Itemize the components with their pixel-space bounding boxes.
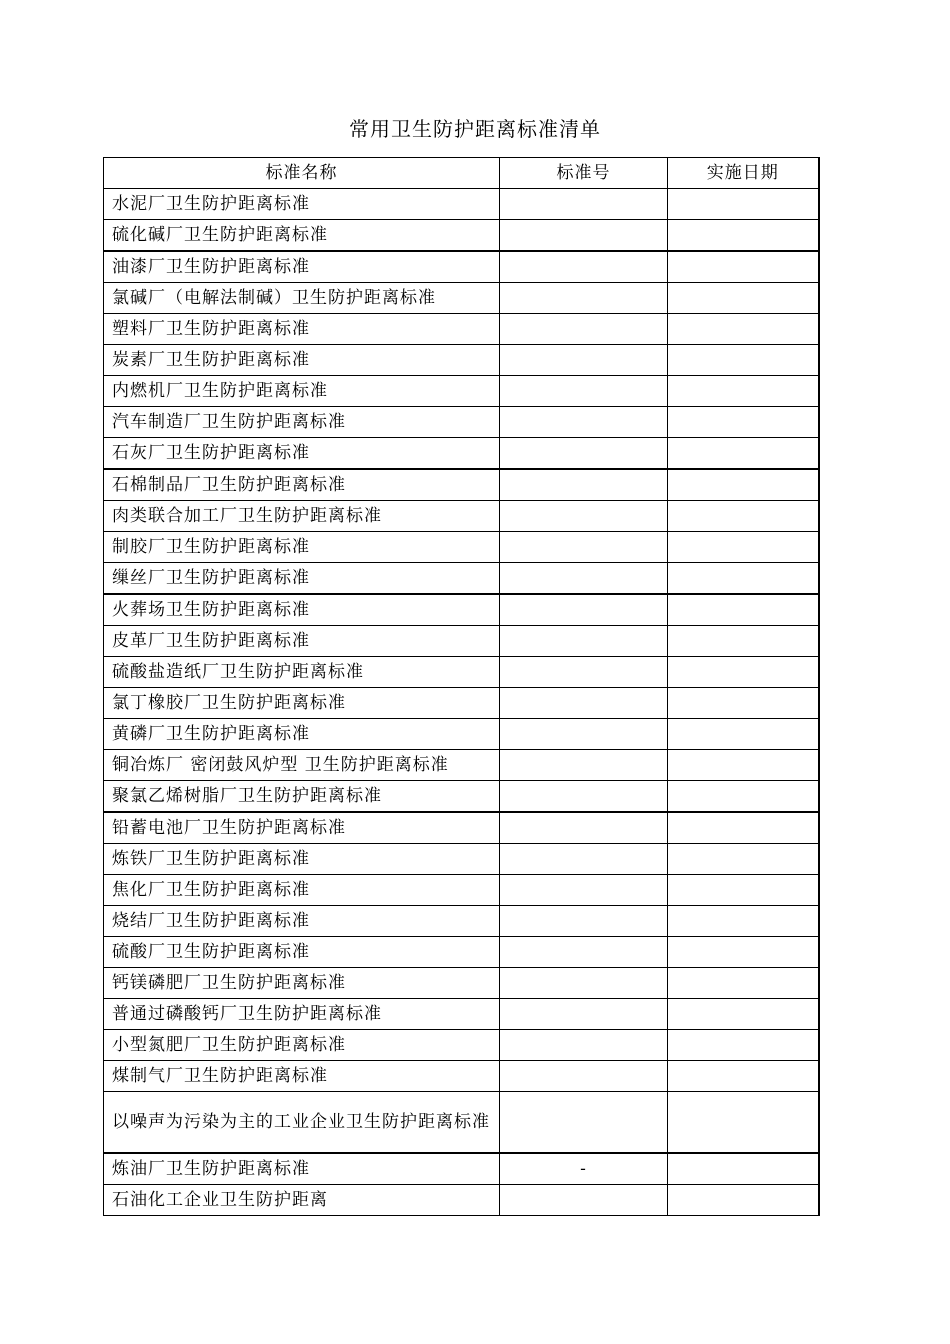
standard-number-cell	[500, 345, 668, 376]
header-standard-number: 标准号	[500, 158, 668, 189]
implementation-date-cell	[668, 750, 819, 781]
header-row	[104, 158, 819, 189]
table-row	[104, 345, 819, 376]
table-body	[104, 189, 819, 1216]
standard-number-cell	[500, 376, 668, 407]
table-row	[104, 844, 819, 875]
table-row	[104, 438, 819, 470]
standard-number-cell	[500, 657, 668, 688]
table-row	[104, 501, 819, 532]
implementation-date-cell	[668, 812, 819, 844]
standard-name-cell: 氯丁橡胶厂卫生防护距离标准	[104, 688, 500, 719]
standard-name-cell: 黄磷厂卫生防护距离标准	[104, 719, 500, 750]
table-row	[104, 750, 819, 781]
standard-number-cell	[500, 1061, 668, 1092]
standard-number-cell	[500, 1030, 668, 1061]
table-row	[104, 937, 819, 968]
header-standard-name: 标准名称	[104, 158, 500, 189]
standard-number-cell	[500, 719, 668, 750]
implementation-date-cell	[668, 1153, 819, 1185]
implementation-date-cell	[668, 594, 819, 626]
implementation-date-cell	[668, 345, 819, 376]
standard-number-cell	[500, 469, 668, 501]
table-row	[104, 906, 819, 937]
standard-number-cell	[500, 1092, 668, 1154]
standard-number-cell	[500, 1185, 668, 1216]
standard-name-cell: 炭素厂卫生防护距离标准	[104, 345, 500, 376]
page-title: 常用卫生防护距离标准清单	[349, 117, 601, 141]
header-implementation-date: 实施日期	[668, 158, 819, 189]
implementation-date-cell	[668, 1061, 819, 1092]
table-row	[104, 407, 819, 438]
table-row	[104, 626, 819, 657]
table-row	[104, 594, 819, 626]
standard-name-cell: 铅蓄电池厂卫生防护距离标准	[104, 812, 500, 844]
table-row	[104, 812, 819, 844]
standard-name-cell: 缫丝厂卫生防护距离标准	[104, 563, 500, 595]
table-row	[104, 1061, 819, 1092]
standard-name-cell: 火葬场卫生防护距离标准	[104, 594, 500, 626]
standard-name-cell: 焦化厂卫生防护距离标准	[104, 875, 500, 906]
standard-number-cell	[500, 906, 668, 937]
standard-number-cell	[500, 314, 668, 345]
implementation-date-cell	[668, 220, 819, 252]
table-row	[104, 251, 819, 283]
standard-name-cell: 汽车制造厂卫生防护距离标准	[104, 407, 500, 438]
standard-name-cell: 硫化碱厂卫生防护距离标准	[104, 220, 500, 252]
standard-name-cell: 肉类联合加工厂卫生防护距离标准	[104, 501, 500, 532]
implementation-date-cell	[668, 906, 819, 937]
implementation-date-cell	[668, 657, 819, 688]
standard-number-cell	[500, 189, 668, 220]
implementation-date-cell	[668, 532, 819, 563]
table-row	[104, 532, 819, 563]
standard-number-cell	[500, 781, 668, 813]
table-row	[104, 1153, 819, 1185]
standard-number-cell	[500, 750, 668, 781]
standard-name-cell: 水泥厂卫生防护距离标准	[104, 189, 500, 220]
standard-number-cell	[500, 532, 668, 563]
table-row	[104, 719, 819, 750]
table-row	[104, 875, 819, 906]
implementation-date-cell	[668, 407, 819, 438]
standard-name-cell: 皮革厂卫生防护距离标准	[104, 626, 500, 657]
standard-number-cell	[500, 937, 668, 968]
standard-name-cell: 煤制气厂卫生防护距离标准	[104, 1061, 500, 1092]
standard-number-cell	[500, 251, 668, 283]
standard-number-cell	[500, 688, 668, 719]
standard-name-cell: 钙镁磷肥厂卫生防护距离标准	[104, 968, 500, 999]
standard-number-cell: -	[500, 1153, 668, 1185]
standard-number-cell	[500, 501, 668, 532]
implementation-date-cell	[668, 469, 819, 501]
implementation-date-cell	[668, 1030, 819, 1061]
implementation-date-cell	[668, 937, 819, 968]
standard-number-cell	[500, 283, 668, 314]
standard-number-cell	[500, 594, 668, 626]
implementation-date-cell	[668, 844, 819, 875]
table-row	[104, 314, 819, 345]
table-row	[104, 376, 819, 407]
standard-name-cell: 石棉制品厂卫生防护距离标准	[104, 469, 500, 501]
table-row	[104, 283, 819, 314]
implementation-date-cell	[668, 376, 819, 407]
implementation-date-cell	[668, 999, 819, 1030]
standard-name-cell: 烧结厂卫生防护距离标准	[104, 906, 500, 937]
implementation-date-cell	[668, 626, 819, 657]
standard-name-cell: 以噪声为污染为主的工业企业卫生防护距离标准	[104, 1092, 500, 1154]
implementation-date-cell	[668, 501, 819, 532]
standard-name-cell: 石油化工企业卫生防护距离	[104, 1185, 500, 1216]
implementation-date-cell	[668, 781, 819, 813]
table-row	[104, 999, 819, 1030]
standards-table	[103, 157, 820, 1216]
table-row	[104, 469, 819, 501]
standard-name-cell: 内燃机厂卫生防护距离标准	[104, 376, 500, 407]
standard-number-cell	[500, 407, 668, 438]
standard-name-cell: 炼油厂卫生防护距离标准	[104, 1153, 500, 1185]
implementation-date-cell	[668, 688, 819, 719]
table-row	[104, 563, 819, 595]
table-row	[104, 1092, 819, 1154]
implementation-date-cell	[668, 1092, 819, 1154]
table-row	[104, 688, 819, 719]
table-row	[104, 968, 819, 999]
implementation-date-cell	[668, 968, 819, 999]
implementation-date-cell	[668, 563, 819, 595]
table-row	[104, 189, 819, 220]
standard-number-cell	[500, 563, 668, 595]
standard-name-cell: 小型氮肥厂卫生防护距离标准	[104, 1030, 500, 1061]
standard-name-cell: 铜冶炼厂 密闭鼓风炉型 卫生防护距离标准	[104, 750, 500, 781]
table-header	[104, 158, 819, 189]
implementation-date-cell	[668, 875, 819, 906]
implementation-date-cell	[668, 189, 819, 220]
implementation-date-cell	[668, 1185, 819, 1216]
standard-number-cell	[500, 875, 668, 906]
implementation-date-cell	[668, 314, 819, 345]
table-row	[104, 220, 819, 252]
standard-name-cell: 硫酸盐造纸厂卫生防护距离标准	[104, 657, 500, 688]
standard-number-cell	[500, 438, 668, 470]
table-row	[104, 1030, 819, 1061]
implementation-date-cell	[668, 438, 819, 470]
table-row	[104, 1185, 819, 1216]
standard-name-cell: 油漆厂卫生防护距离标准	[104, 251, 500, 283]
implementation-date-cell	[668, 283, 819, 314]
standard-name-cell: 制胶厂卫生防护距离标准	[104, 532, 500, 563]
standard-number-cell	[500, 999, 668, 1030]
implementation-date-cell	[668, 251, 819, 283]
table-row	[104, 657, 819, 688]
standard-number-cell	[500, 220, 668, 252]
standard-number-cell	[500, 844, 668, 875]
standard-name-cell: 氯碱厂（电解法制碱）卫生防护距离标准	[104, 283, 500, 314]
standard-name-cell: 硫酸厂卫生防护距离标准	[104, 937, 500, 968]
standard-number-cell	[500, 812, 668, 844]
standard-name-cell: 炼铁厂卫生防护距离标准	[104, 844, 500, 875]
standard-name-cell: 塑料厂卫生防护距离标准	[104, 314, 500, 345]
implementation-date-cell	[668, 719, 819, 750]
standard-number-cell	[500, 968, 668, 999]
table-row	[104, 781, 819, 813]
standard-name-cell: 聚氯乙烯树脂厂卫生防护距离标准	[104, 781, 500, 813]
standard-name-cell: 石灰厂卫生防护距离标准	[104, 438, 500, 470]
standard-name-cell: 普通过磷酸钙厂卫生防护距离标准	[104, 999, 500, 1030]
standard-number-cell	[500, 626, 668, 657]
